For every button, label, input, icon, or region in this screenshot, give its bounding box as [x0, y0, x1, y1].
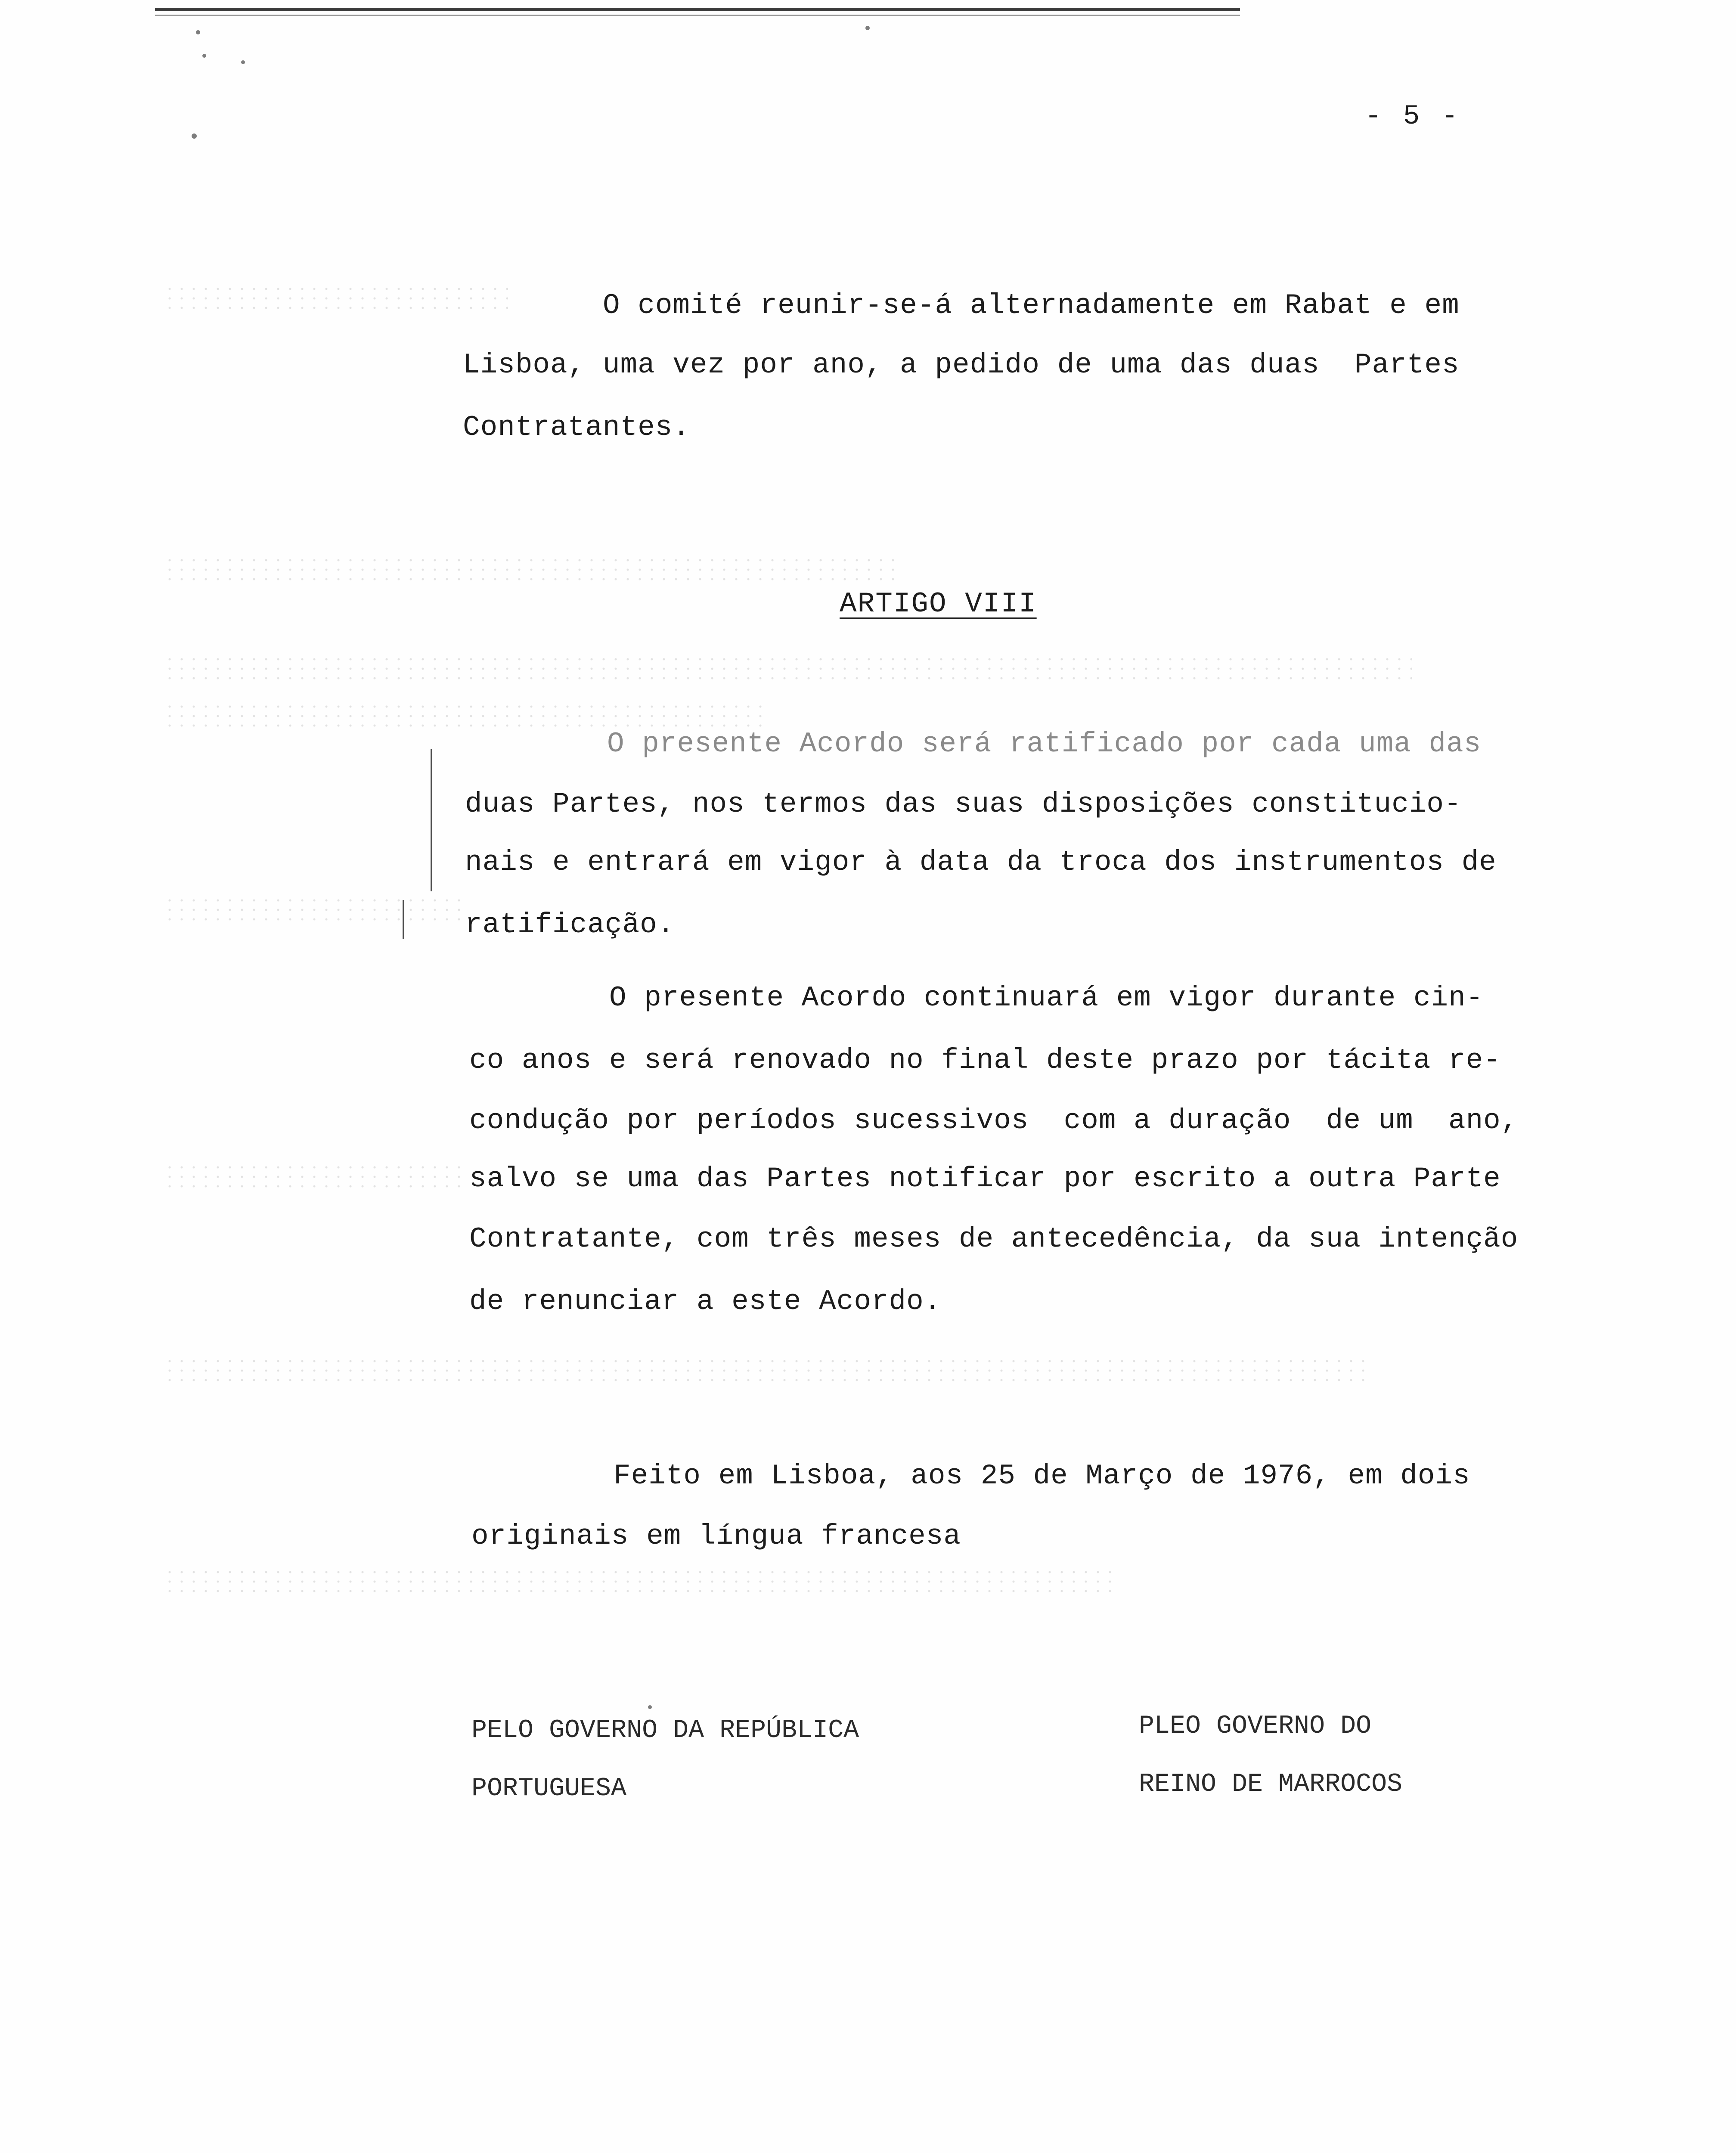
signature-block-portugal-line-1: PELO GOVERNO DA REPÚBLICA	[471, 1716, 859, 1745]
scan-speck	[202, 54, 206, 58]
margin-mark	[403, 900, 404, 939]
paragraph-3-line-1: O presente Acordo continuará em vigor durante cin-	[609, 982, 1484, 1014]
scan-speck	[865, 26, 870, 30]
paragraph-3-line-3: condução por períodos sucessivos com a duração de um ano,	[469, 1104, 1519, 1137]
signature-block-portugal-line-2: PORTUGUESA	[471, 1774, 627, 1803]
scan-noise	[164, 1163, 465, 1188]
article-heading: ARTIGO VIII	[840, 588, 1037, 620]
scan-speck	[196, 30, 200, 34]
paragraph-2-line-2: duas Partes, nos termos das suas disposições constitucio-	[465, 788, 1462, 820]
scan-noise	[164, 1356, 1369, 1382]
closing-line-2: originais em língua francesa	[471, 1520, 961, 1552]
page-number: - 5 -	[1365, 101, 1461, 132]
paragraph-1-line-2: Lisboa, uma vez por ano, a pedido de uma das duas Partes	[463, 349, 1460, 381]
top-border-shadow-line	[155, 15, 1240, 16]
signature-block-morocco-line-2: REINO DE MARROCOS	[1139, 1770, 1403, 1799]
signature-block-morocco-line-1: PLEO GOVERNO DO	[1139, 1712, 1372, 1741]
closing-line-1: Feito em Lisboa, aos 25 de Março de 1976, em dois	[614, 1460, 1470, 1492]
scan-noise	[164, 896, 465, 921]
top-border-line	[155, 8, 1240, 11]
scan-noise	[164, 284, 508, 310]
paragraph-2-line-4: ratificação.	[465, 909, 675, 941]
scan-noise	[164, 655, 1412, 680]
paragraph-2-line-1: O presente Acordo será ratificado por cada uma das	[607, 728, 1482, 760]
scan-noise	[164, 1567, 1111, 1593]
paragraph-2-line-3: nais e entrará em vigor à data da troca dos instrumentos de	[465, 846, 1497, 878]
scan-noise	[164, 555, 896, 581]
paragraph-3-line-4: salvo se uma das Partes notificar por escrito a outra Parte	[469, 1163, 1501, 1195]
paragraph-3-line-2: co anos e será renovado no final deste prazo por tácita re-	[469, 1044, 1501, 1076]
scan-speck	[648, 1705, 652, 1709]
margin-mark	[431, 749, 432, 891]
paragraph-3-line-5: Contratante, com três meses de antecedência, da sua intenção	[469, 1223, 1519, 1255]
scan-speck	[241, 60, 245, 64]
paragraph-1-line-3: Contratantes.	[463, 411, 690, 444]
scan-speck	[192, 133, 197, 139]
scan-noise	[164, 702, 766, 728]
paragraph-3-line-6: de renunciar a este Acordo.	[469, 1285, 942, 1318]
paragraph-1-line-1: O comité reunir-se-á alternadamente em Rabat e em	[603, 289, 1460, 322]
